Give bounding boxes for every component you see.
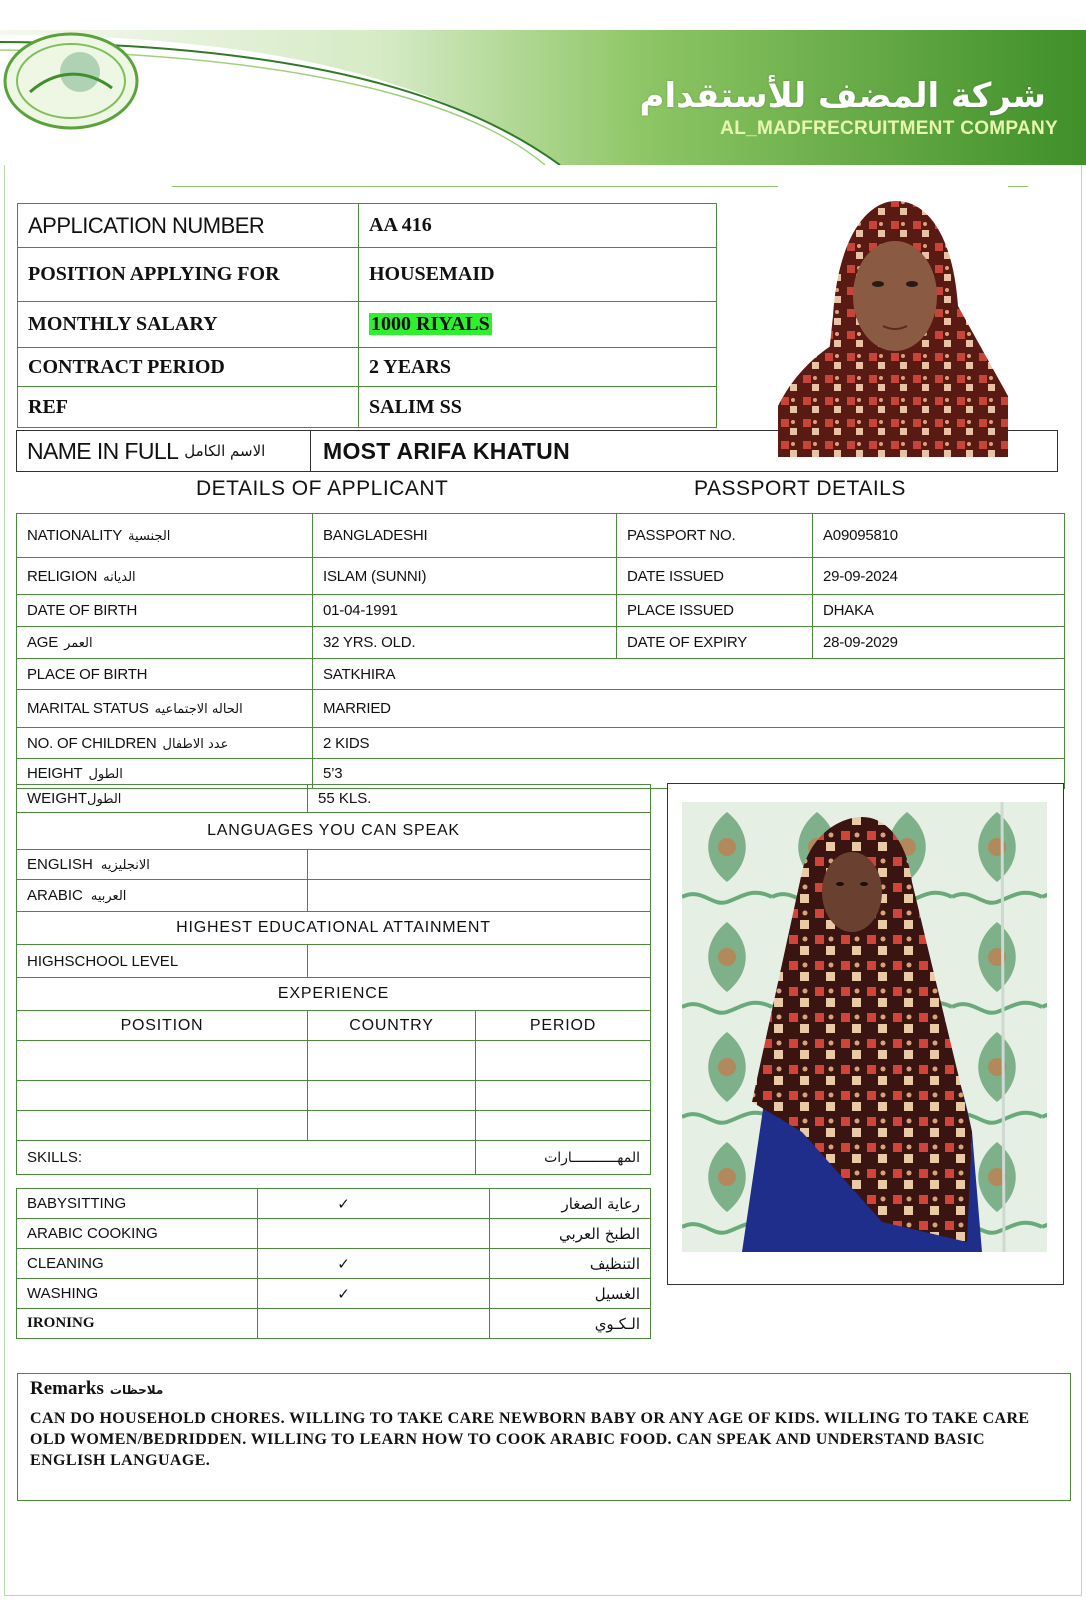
skill-label: ARABIC COOKING [17, 1219, 258, 1249]
marital-value: MARRIED [313, 690, 1065, 728]
skill-label-arabic: الـكـوي [490, 1309, 651, 1339]
table-row [17, 912, 651, 945]
skill-label-arabic: التنظيف [490, 1249, 651, 1279]
table-row [17, 1279, 651, 1309]
table-row [17, 1141, 651, 1175]
contract-label: CONTRACT PERIOD [18, 348, 359, 387]
skill-label-arabic: الطبخ العربي [490, 1219, 651, 1249]
skill-label-arabic: الغسيل [490, 1279, 651, 1309]
skill-check: ✓ [258, 1279, 490, 1309]
header-rule-short [1008, 186, 1028, 187]
table-row [17, 690, 1065, 728]
skill-label-arabic: رعاية الصغار [490, 1189, 651, 1219]
experience-heading: EXPERIENCE [17, 978, 651, 1011]
children-label-arabic: عدد الاطفال [162, 736, 229, 752]
remarks-title-row [30, 1378, 1058, 1400]
languages-education-experience-table [16, 784, 651, 1175]
header-rule [172, 186, 778, 187]
skills-table [16, 1188, 651, 1339]
table-row [17, 1111, 651, 1141]
skill-check: ✓ [258, 1249, 490, 1279]
skill-label: CLEANING [17, 1249, 258, 1279]
pob-label: PLACE OF BIRTH [17, 659, 313, 690]
english-value [308, 850, 651, 880]
passport-details-heading: PASSPORT DETAILS [694, 477, 906, 500]
salary-value: 1000 RIYALS [371, 313, 490, 335]
languages-heading: LANGUAGES YOU CAN SPEAK [17, 813, 651, 850]
expiry-value: 28-09-2029 [813, 627, 1065, 659]
skills-label-arabic: المهـــــــــــارات [476, 1141, 651, 1175]
skill-label: BABYSITTING [17, 1189, 258, 1219]
remarks-text: CAN DO HOUSEHOLD CHORES. WILLING TO TAKE CARE NEWBORN BABY OR ANY AGE OF KIDS. WILLING TO TAKE CARE OLD WOMEN/BEDRIDDEN. WILLING TO LEARN HOW TO COOK ARABIC FOOD. CAN SPEAK AND UNDERSTAND BASIC ENGLISH LANGUAGE. [30, 1410, 1030, 1469]
table-row [17, 659, 1065, 690]
skill-check: ✓ [258, 1189, 490, 1219]
nationality-label-cell [17, 514, 313, 558]
english-label: ENGLISH [27, 856, 93, 873]
applicant-portrait-photo [778, 196, 1008, 457]
table-row [17, 880, 651, 912]
table-row [17, 1041, 651, 1081]
table-row [17, 558, 1065, 595]
height-value: 5’3 [313, 759, 1065, 789]
full-name-label-cell [17, 431, 311, 471]
table-row [17, 813, 651, 850]
english-label-arabic: الانجليزيه [100, 858, 150, 873]
table-row [17, 1219, 651, 1249]
marital-label-arabic: الحاله الاجتماعيه [154, 702, 243, 717]
dob-label: DATE OF BIRTH [17, 595, 313, 627]
age-label: AGE [27, 634, 59, 651]
education-value [308, 945, 651, 978]
height-label-arabic: الطول [88, 767, 123, 782]
weight-label: WEIGHT [27, 790, 87, 807]
full-name-label-arabic: الاسم الكامل [184, 442, 266, 460]
religion-label-arabic: الديانه [103, 569, 136, 585]
table-row [17, 627, 1065, 659]
age-label-arabic: العمر [64, 636, 93, 651]
passport-number-value: A09095810 [813, 514, 1065, 558]
applicant-details-table [16, 513, 1065, 789]
table-row [17, 1081, 651, 1111]
company-name-english: AL_MADFRECRUITMENT COMPANY [720, 118, 1058, 139]
company-logo [0, 30, 142, 132]
table-row [17, 978, 651, 1011]
nationality-label: NATIONALITY [27, 527, 123, 544]
education-level: HIGHSCHOOL LEVEL [17, 945, 308, 978]
skills-label: SKILLS: [17, 1141, 476, 1175]
table-row [17, 1249, 651, 1279]
nationality-label-arabic: الجنسية [128, 529, 171, 544]
remarks-title: Remarks [30, 1378, 104, 1399]
expiry-label: DATE OF EXPIRY [617, 627, 813, 659]
company-name-arabic: شركة المضف للأستقدام [639, 76, 1046, 116]
children-label: NO. OF CHILDREN [27, 734, 157, 752]
pob-value: SATKHIRA [313, 659, 1065, 690]
remarks-title-arabic: ملاحظات [109, 1383, 164, 1397]
table-row [17, 514, 1065, 558]
application-number-label: APPLICATION NUMBER [18, 204, 359, 248]
experience-col-country: COUNTRY [308, 1011, 476, 1041]
skill-label: WASHING [17, 1279, 258, 1309]
full-body-photo-frame [667, 783, 1064, 1285]
skill-check [258, 1309, 490, 1339]
religion-value: ISLAM (SUNNI) [313, 558, 617, 595]
contract-value: 2 YEARS [359, 348, 717, 387]
remarks-box [17, 1373, 1071, 1501]
ref-label: REF [18, 387, 359, 428]
passport-number-label: PASSPORT NO. [617, 514, 813, 558]
dob-value: 01-04-1991 [313, 595, 617, 627]
date-issued-value: 29-09-2024 [813, 558, 1065, 595]
marital-label-cell [17, 690, 313, 728]
weight-label-arabic: الطول [87, 792, 122, 807]
table-row [17, 728, 1065, 759]
table-row [17, 1309, 651, 1339]
application-table [17, 203, 717, 428]
application-number-value: AA 416 [359, 204, 717, 248]
salary-cell [359, 302, 717, 348]
religion-label: RELIGION [27, 567, 98, 585]
full-name-value: MOST ARIFA KHATUN [323, 437, 571, 464]
weight-label-cell [17, 785, 308, 813]
arabic-label-arabic: العربيه [90, 889, 127, 904]
company-header [0, 30, 1086, 165]
applicant-details-heading: DETAILS OF APPLICANT [196, 477, 449, 500]
education-heading: HIGHEST EDUCATIONAL ATTAINMENT [17, 912, 651, 945]
date-issued-label: DATE ISSUED [617, 558, 813, 595]
table-row [17, 945, 651, 978]
height-label: HEIGHT [27, 765, 83, 782]
english-label-cell [17, 850, 308, 880]
table-row [17, 785, 651, 813]
experience-col-period: PERIOD [476, 1011, 651, 1041]
weight-value: 55 KLS. [308, 785, 651, 813]
arabic-label-cell [17, 880, 308, 912]
children-label-cell [17, 728, 313, 759]
salary-label: MONTHLY SALARY [18, 302, 359, 348]
religion-label-cell [17, 558, 313, 595]
experience-col-position: POSITION [17, 1011, 308, 1041]
arabic-value [308, 880, 651, 912]
table-row [17, 595, 1065, 627]
place-issued-label: PLACE ISSUED [617, 595, 813, 627]
applicant-full-body-photo [682, 802, 1047, 1252]
marital-label: MARITAL STATUS [27, 700, 149, 717]
position-value: HOUSEMAID [359, 248, 717, 302]
children-value: 2 KIDS [313, 728, 1065, 759]
skill-label: IRONING [17, 1309, 258, 1339]
arabic-label: ARABIC [27, 887, 83, 904]
skill-check [258, 1219, 490, 1249]
table-row [17, 850, 651, 880]
table-row [17, 1011, 651, 1041]
place-issued-value: DHAKA [813, 595, 1065, 627]
age-label-cell [17, 627, 313, 659]
full-name-label: NAME IN FULL [27, 437, 179, 464]
age-value: 32 YRS. OLD. [313, 627, 617, 659]
table-row [17, 1189, 651, 1219]
nationality-value: BANGLADESHI [313, 514, 617, 558]
position-label: POSITION APPLYING FOR [18, 248, 359, 302]
ref-value: SALIM SS [359, 387, 717, 428]
